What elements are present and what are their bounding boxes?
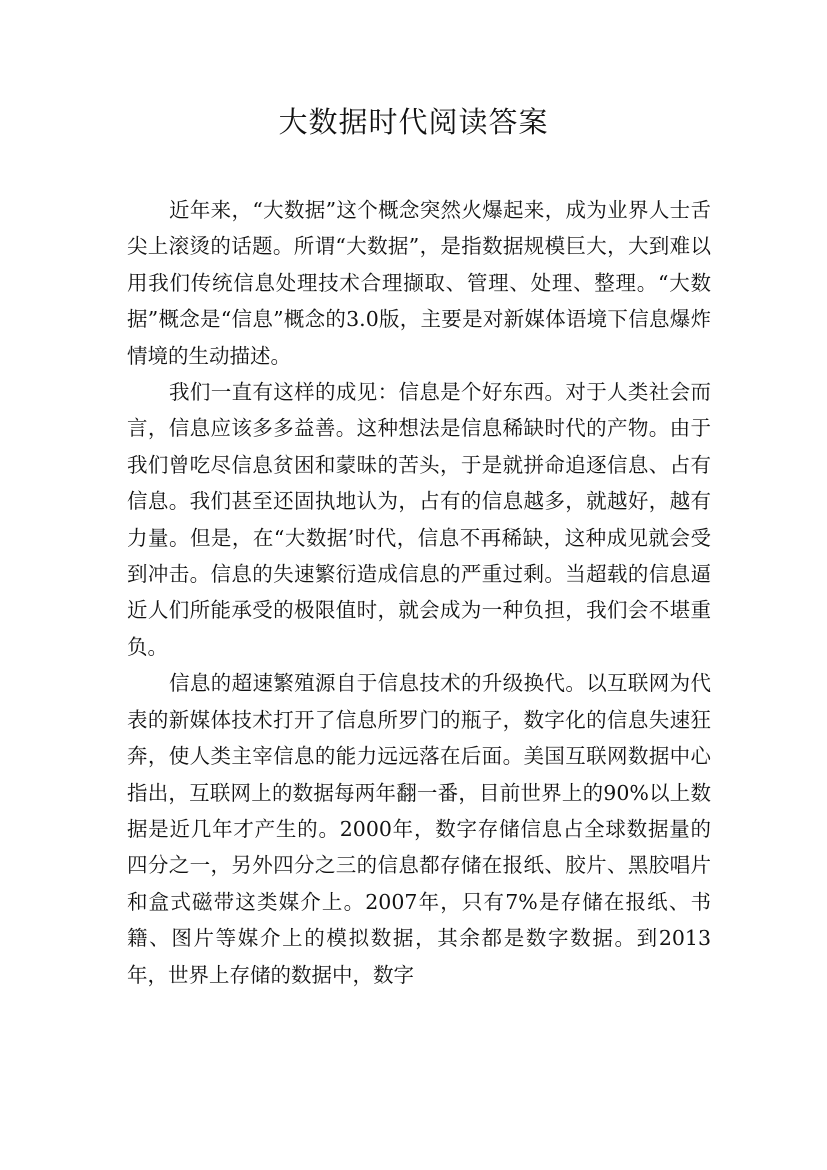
- paragraph-2: 我们一直有这样的成见：信息是个好东西。对于人类社会而言，信息应该多多益善。这种想法是信息稀缺时代的产物。由于我们曾吃尽信息贫困和蒙昧的苦头，于是就拼命追逐信息、占有信息。我们甚至还固执地认为，占有的信息越多，就越好，越有力量。但是，在“大数据’时代，信息不再稀缺，这种成见就会受到冲击。信息的失速繁衍造成信息的严重过剩。当超载的信息逼近人们所能承受的极限值时，就会成为一种负担，我们会不堪重负。: [127, 380, 711, 659]
- document-title: 大数据时代阅读答案: [278, 105, 549, 139]
- paragraph-1: 近年来，“大数据”这个概念突然火爆起来，成为业界人士舌尖上滚烫的话题。所谓“大数据”，是指数据规模巨大，大到难以用我们传统信息处理技术合理撷取、管理、处理、整理。“大数据”概念是“信息”概念的3.0版，主要是对新媒体语境下信息爆炸情境的生动描述。: [127, 198, 711, 368]
- document-body: [127, 192, 711, 993]
- paragraph-3: 信息的超速繁殖源自于信息技术的升级换代。以互联网为代表的新媒体技术打开了信息所罗门的瓶子，数字化的信息失速狂奔，使人类主宰信息的能力远远落在后面。美国互联网数据中心指出，互联网上的数据每两年翻一番，目前世界上的90%以上数据是近几年才产生的。2000年，数字存储信息占全球数据量的四分之一，另外四分之三的信息都存储在报纸、胶片、黑胶唱片和盒式磁带这类媒介上。2007年，只有7%是存储在报纸、书籍、图片等媒介上的模拟数据，其余都是数字数据。到2013年，世界上存储的数据中，数字: [127, 671, 711, 987]
